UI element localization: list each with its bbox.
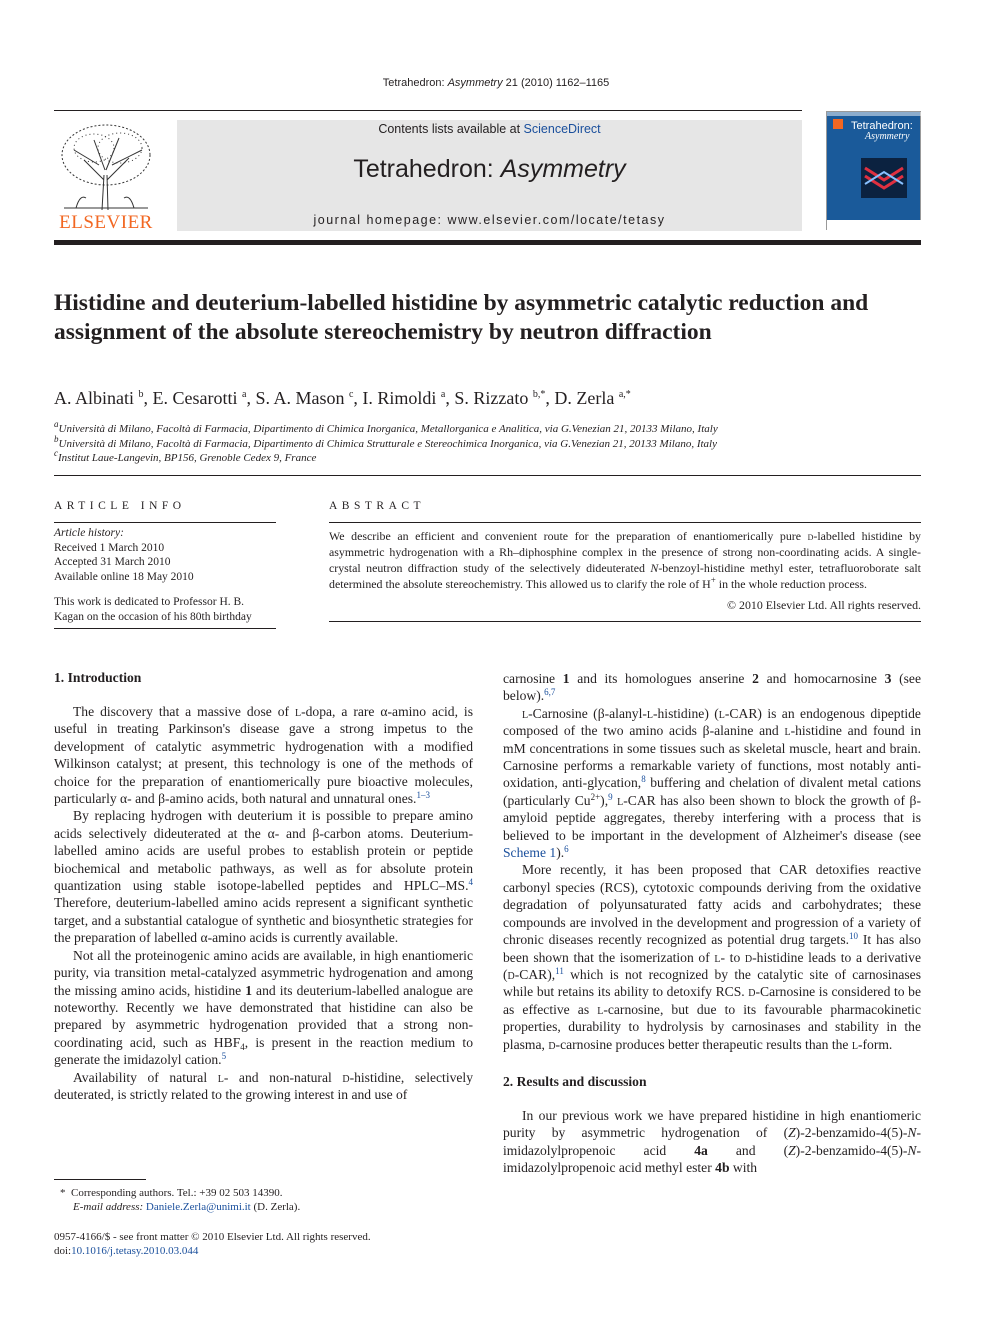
- paragraph: The discovery that a massive dose of l-dopa, a rare α-amino acid, is useful in treating Parkinson's disease gave a strong impetus to the development of catalytic asymmetric hydrogenation with a modified Wilkinson catalyst; at present, this technology is one of the methods of choice for the preparation of enantiomerically pure bioactive molecules, particularly α- and β-amino acids, both natural and unnatural ones.$^{1-3}$: [54, 704, 473, 807]
- cover-subtitle: Asymmetry: [865, 131, 910, 142]
- author-name: S. A. Mason: [255, 388, 349, 408]
- journal-homepage: journal homepage: www.elsevier.com/locate/tetasy: [313, 213, 666, 227]
- affiliation-b: $^b$Università di Milano, Facoltà di Farmacia, Dipartimento di Chimica Strutturale e Stereochimica Inorganica, via G.Venezian 21, 20133 Milano, Italy: [54, 433, 717, 450]
- paragraph: Not all the proteinogenic amino acids are available, in high enantiomeric purity, via transition metal-catalyzed asymmetric hydrogenation and among the missing amino acids, histidine 1 and its deuterium-labelled analogue are noteworthy. Recently we have demonstrated that histidine can also be prepared by asymmetric hydrogenation provided that a strong non-coordinating acid, such as $HBF_4$, is present in the reaction medium to generate the imidazolyl cation.$^5$: [54, 947, 474, 1068]
- right-column: [503, 670, 921, 1177]
- copyright: © 2010 Elsevier Ltd. All rights reserved.: [329, 598, 921, 622]
- author-name: D. Zerla: [554, 388, 619, 408]
- cover-logo-icon: [833, 119, 843, 129]
- email-link[interactable]: Daniele.Zerla@unimi.it: [145, 1201, 251, 1213]
- author-separator: ,: [545, 388, 555, 408]
- homepage-link[interactable]: www.elsevier.com/locate/tetasy: [447, 213, 666, 227]
- author-affiliation-mark: a,*: [618, 389, 631, 400]
- abstract-heading: ABSTRACT: [329, 500, 426, 512]
- masthead-top-rule: [54, 110, 802, 111]
- elsevier-logo: [54, 120, 158, 232]
- journal-title: Tetrahedron: Asymmetry: [353, 155, 626, 183]
- masthead-box: [177, 120, 802, 231]
- contents-line: Contents lists available at ScienceDirect: [378, 122, 601, 136]
- author-separator: ,: [353, 388, 363, 408]
- article-title: Histidine and deuterium-labelled histidine by asymmetric catalytic reduction and assignment of the absolute stereochemistry by neutron diffraction: [54, 290, 869, 345]
- article-info-rule: [54, 522, 276, 523]
- article-info: [54, 500, 276, 629]
- footnote-rule: [54, 1179, 146, 1180]
- corresponding-author-note: * Corresponding authors. Tel.: +39 02 503 14390.: [60, 1187, 283, 1199]
- author-affiliation-mark: b,*: [532, 389, 546, 400]
- dedication: This work is dedicated to Professor H. B. Kagan on the occasion of his 80th birthday: [54, 595, 276, 629]
- author-affiliation-mark: b: [138, 389, 144, 400]
- elsevier-wordmark: ELSEVIER: [59, 212, 153, 233]
- author-affiliation-mark: c: [348, 389, 354, 400]
- publication-footer: [54, 1230, 484, 1258]
- online-date: Available online 18 May 2010: [54, 570, 194, 583]
- journal-cover: [826, 111, 921, 230]
- section-heading-introduction: 1. Introduction: [54, 670, 142, 685]
- affiliation-c: $^c$Institut Laue-Langevin, BP156, Grenoble Cedex 9, France: [54, 448, 317, 464]
- author-name: A. Albinati: [54, 388, 139, 408]
- email-note: E-mail address: Daniele.Zerla@unimi.it (D. Zerla).: [73, 1201, 301, 1213]
- sciencedirect-link[interactable]: ScienceDirect: [523, 122, 601, 136]
- abstract: [329, 500, 921, 622]
- history-label: Article history:: [54, 527, 124, 539]
- author-list: [54, 388, 914, 409]
- accepted-date: Accepted 31 March 2010: [54, 556, 171, 568]
- cover-footer: [827, 220, 922, 231]
- cover-title: Tetrahedron:: [851, 120, 913, 132]
- author-separator: ,: [143, 388, 153, 408]
- paragraph: l-Carnosine (β-alanyl-l-histidine) (l-CAR) is an endogenous dipeptide composed of the two amino acids β-alanine and l-histidine and found in mM concentrations in some tissues such as skeletal muscle, heart and brain. Carnosine performs a remarkable variety of functions, most notably anti-oxidation, anti-glycation,$^8$ buffering and chelation of divalent metal cations (particularly $Cu^{2+}),^9$ l-CAR has also been shown to block the growth of β-amyloid peptide aggregates, thereby interfering with a process that is believed to be important in the development of Alzheimer's disease (see Scheme 1).$^6$: [503, 705, 921, 861]
- author-affiliation-mark: a: [440, 389, 446, 400]
- author-name: I. Rimoldi: [362, 388, 441, 408]
- author-name: S. Rizzato: [454, 388, 533, 408]
- article-info-heading: ARTICLE INFO: [54, 500, 186, 512]
- affiliation-a: $^a$Università di Milano, Facoltà di Farmacia, Dipartimento di Chimica Inorganica, Metallorganica e Analitica, via G.Venezian 21, 20133 Milano, Italy: [54, 419, 718, 435]
- elsevier-tree-icon: [54, 120, 158, 212]
- section-heading-results: 2. Results and discussion: [503, 1073, 647, 1089]
- author-affiliation-mark: a: [241, 389, 247, 400]
- affiliations: [54, 419, 914, 466]
- doi-link[interactable]: 10.1016/j.tetasy.2010.03.044: [71, 1245, 199, 1257]
- journal-reference: Tetrahedron: Asymmetry 21 (2010) 1162–1165: [382, 77, 610, 89]
- paragraph: carnosine 1 and its homologues anserine 2 and homocarnosine 3 (see below).$^{6,7}$: [503, 671, 921, 704]
- abstract-text: We describe an efficient and convenient route for the preparation of enantiomerically pure d-labelled histidine by asymmetric hydrogenation with a Rh–diphosphine complex in the presence of strong non-coordinating acids. A single-crystal neutron diffraction study of the selectively dideuterated N-benzoyl-histidine methyl ester, tetrafluoroborate salt determined the absolute stereochemistry. This allowed us to clarify the role of H+ in the whole reduction process.: [329, 529, 921, 591]
- paragraph: More recently, it has been proposed that CAR detoxifies reactive carbonyl species (RCS), cytotoxic compounds deriving from the oxidative degradation of polyunsaturated fatty acids and carbohydrates; these compounds are involved in the development and progression of a variety of chronic diseases recently recognized as potential drug targets.$^{10}$ It has also been shown that the isomerization of l- to d-histidine leads to a derivative (d-CAR),$^{11}$ which is not recognized by the catalytic site of carnosinases while but retains its ability to detoxify RCS. d-Carnosine is considered to be as effective as l-carnosine, but due to its favourable pharmacokinetic properties, durability to hydrolysis by carnosinases and stability in the plasma, d-carnosine produces better therapeutic results than the l-form.: [503, 862, 921, 1052]
- received-date: Received 1 March 2010: [54, 541, 165, 554]
- footnotes: [60, 1186, 480, 1214]
- author-separator: ,: [246, 388, 256, 408]
- paragraph: In our previous work we have prepared histidine in high enantiomeric purity by asymmetric hydrogenation of (Z)-2-benzamido-4(5)-N-imidazolylpropenoic acid 4a and (Z)-2-benzamido-4(5)-N-imidazolylpropenoic acid methyl ester 4b with: [503, 1107, 921, 1176]
- cover-band: [827, 112, 922, 116]
- abstract-rule: [329, 522, 921, 523]
- paragraph: By replacing hydrogen with deuterium it is possible to prepare amino acids selectively dideuterated at the α- and β-carbon atoms. Deuterium-labelled amino acids are useful probes to establish protein or peptide biochemical and metabolic pathways, as well as for absolute protein quantization using stable isotope-labelled peptides and HPLC–MS.$^4$ Therefore, deuterium-labelled amino acids represent a significant synthetic target, and a substantial catalogue of synthetic and biosynthetic strategies for the preparation of labelled α-amino acids is currently available.: [54, 808, 473, 946]
- left-column: [54, 670, 473, 1103]
- author-name: E. Cesarotti: [152, 388, 242, 408]
- paragraph: Availability of natural l- and non-natural d-histidine, selectively deuterated, is strictly related to the growing interest in and use of: [54, 1069, 474, 1102]
- cover-image-icon: [861, 158, 907, 198]
- doi-line: doi:10.1016/j.tetasy.2010.03.044: [54, 1245, 199, 1257]
- header-rule: [54, 475, 921, 476]
- author-separator: ,: [445, 388, 455, 408]
- issn-line: 0957-4166/$ - see front matter © 2010 Elsevier Ltd. All rights reserved.: [54, 1231, 371, 1243]
- masthead-bottom-rule: [54, 240, 921, 245]
